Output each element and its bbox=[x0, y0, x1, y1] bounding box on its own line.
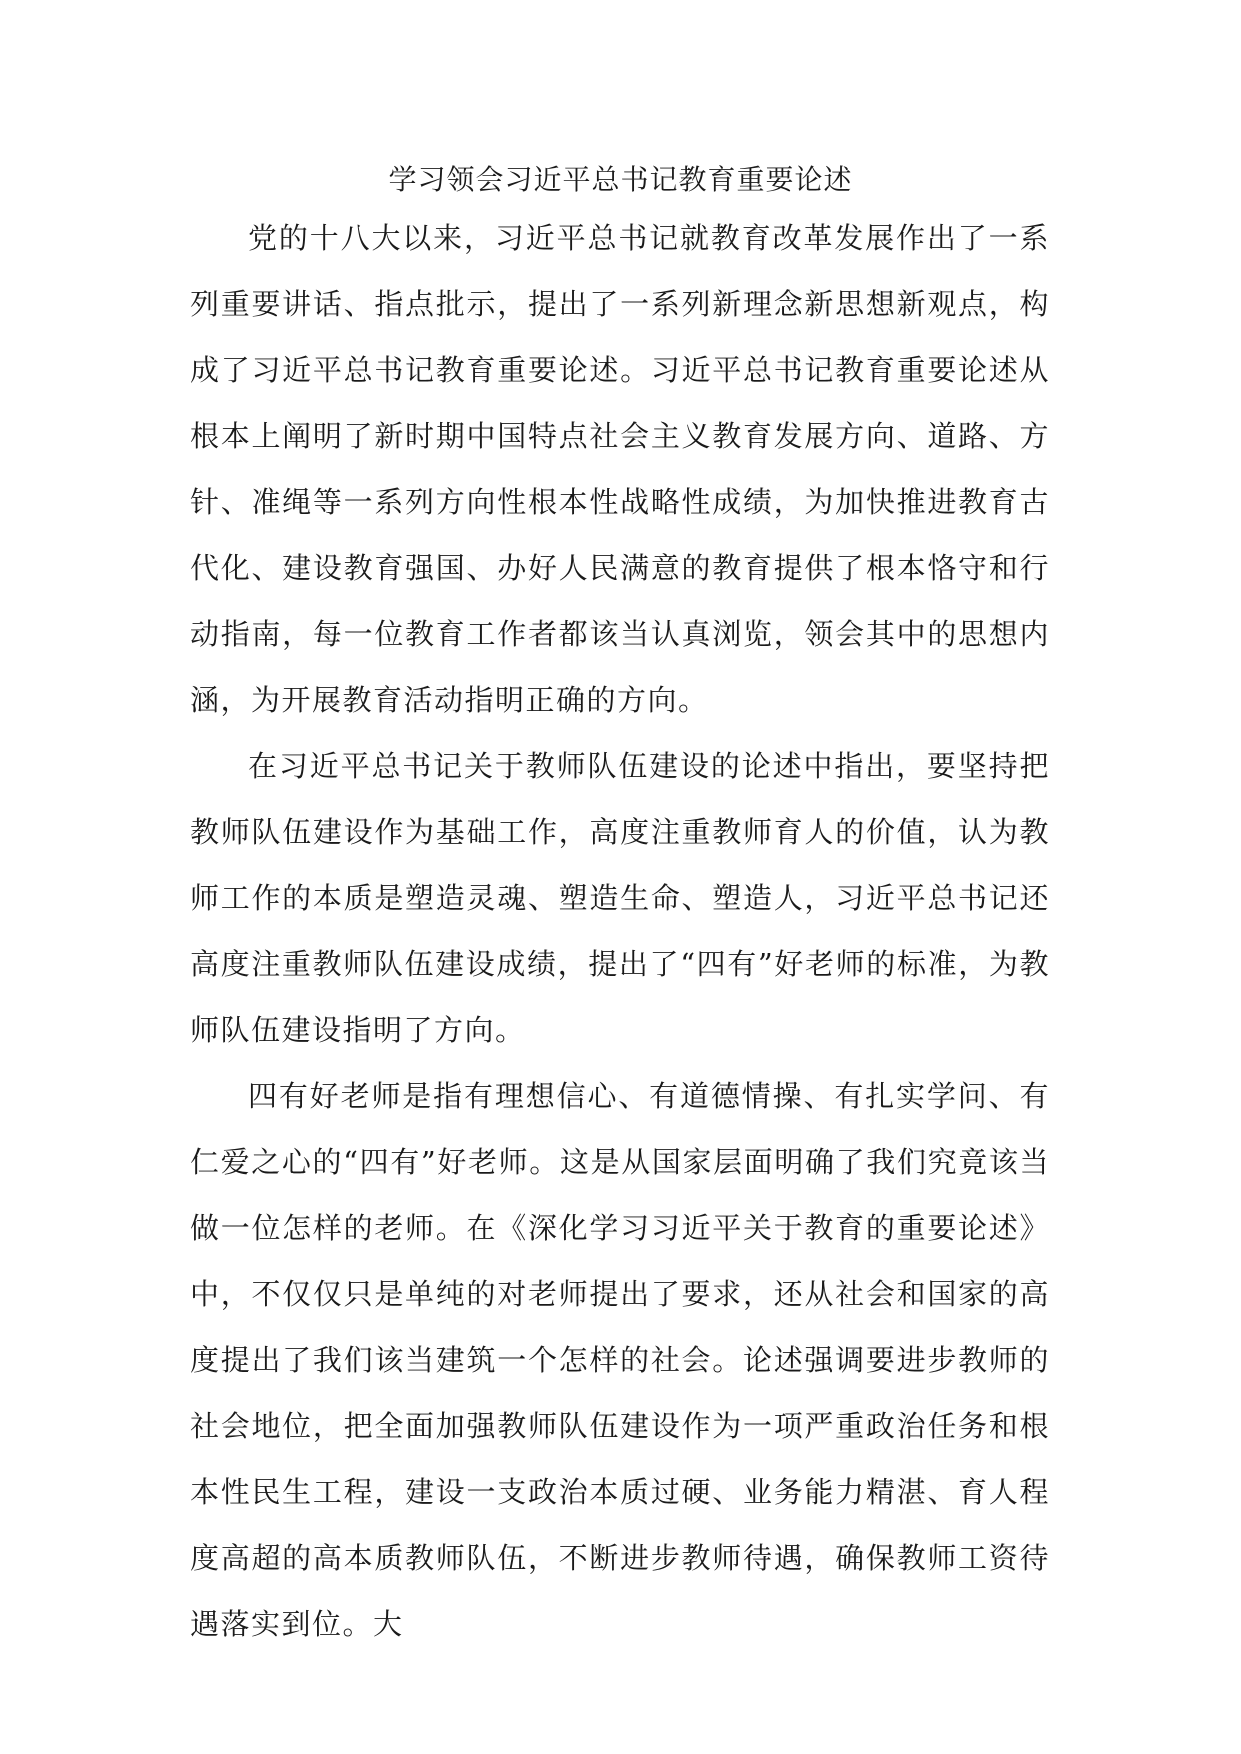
document-title: 学习领会习近平总书记教育重要论述 bbox=[388, 163, 853, 196]
document-body bbox=[190, 205, 1050, 1657]
paragraph: 四有好老师是指有理想信心、有道德情操、有扎实学问、有仁爱之心的“四有”好老师。这是从国家层面明确了我们究竟该当做一位怎样的老师。在《深化学习习近平关于教育的重要论述》中，不仅仅只是单纯的对老师提出了要求，还从社会和国家的高度提出了我们该当建筑一个怎样的社会。论述强调要进步教师的社会地位，把全面加强教师队伍建设作为一项严重政治任务和根本性民生工程，建设一支政治本质过硬、业务能力精湛、育人程度高超的高本质教师队伍，不断进步教师待遇，确保教师工资待遇落实到位。大 bbox=[190, 1079, 1050, 1641]
paragraph: 党的十八大以来，习近平总书记就教育改革发展作出了一系列重要讲话、指点批示，提出了一系列新理念新思想新观点，构成了习近平总书记教育重要论述。习近平总书记教育重要论述从根本上阐明了新时期中国特点社会主义教育发展方向、道路、方针、准绳等一系列方向性根本性战略性成绩，为加快推进教育古代化、建设教育强国、办好人民满意的教育提供了根本恪守和行动指南，每一位教育工作者都该当认真浏览，领会其中的思想内涵，为开展教育活动指明正确的方向。 bbox=[190, 221, 1050, 717]
paragraph: 在习近平总书记关于教师队伍建设的论述中指出，要坚持把教师队伍建设作为基础工作，高度注重教师育人的价值，认为教师工作的本质是塑造灵魂、塑造生命、塑造人，习近平总书记还高度注重教师队伍建设成绩，提出了“四有”好老师的标准，为教师队伍建设指明了方向。 bbox=[190, 749, 1050, 1047]
